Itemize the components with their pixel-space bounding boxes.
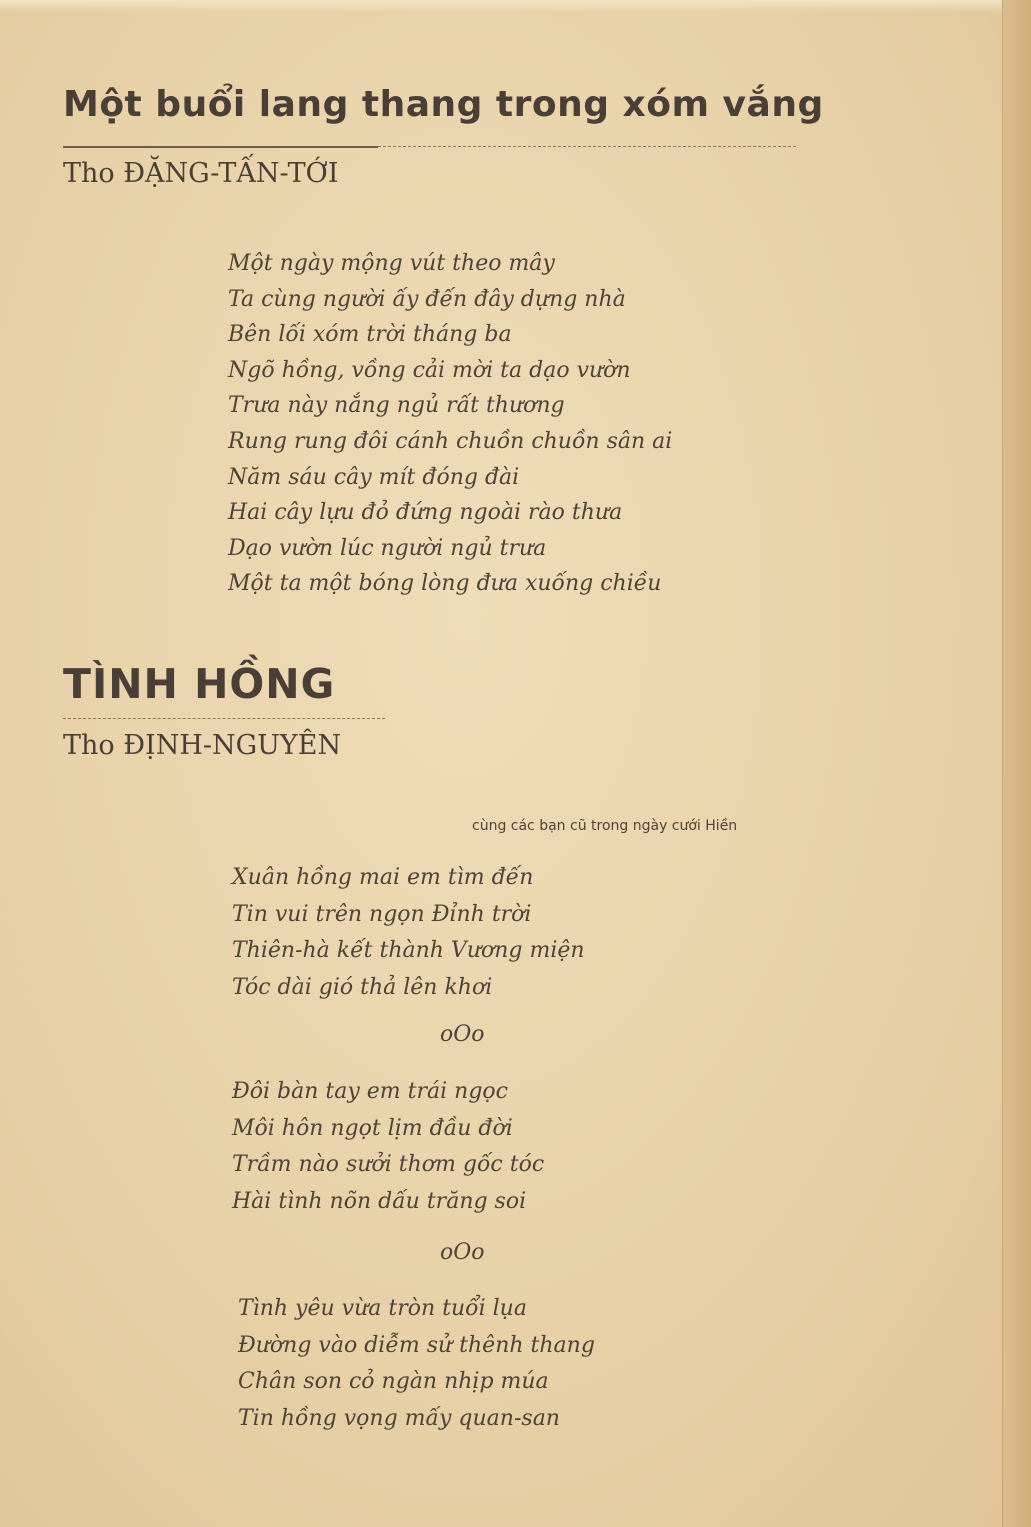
poem1-byline: Tho ĐẶNG-TẤN-TỚI [63,158,339,189]
verse-line: Đường vào diễm sử thênh thang [238,1332,595,1358]
verse-line: Chân son cỏ ngàn nhịp múa [238,1369,549,1395]
verse-line: Hai cây lựu đỏ đứng ngoài rào thưa [228,500,623,526]
poem2-stanza-3 [238,1291,595,1437]
poem2-title: TÌNH HỒNG [63,660,336,708]
verse-line: Tóc dài gió thả lên khơi [232,974,493,1000]
paper-right-edge [1002,0,1031,1527]
verse-line: Môi hôn ngọt lịm đầu đời [232,1115,513,1141]
verse-line: Một ta một bóng lòng đưa xuống chiều [228,571,662,597]
poem1-title-rule-solid [63,146,378,148]
verse-line: Rung rung đôi cánh chuồn chuồn sân ai [228,428,673,454]
verse-line: Đôi bàn tay em trái ngọc [232,1079,508,1104]
poem2-stanza-1 [232,860,585,1006]
poem2-stanza-2 [232,1074,544,1220]
stanza-separator: oOo [440,1240,485,1265]
verse-line: Trưa này nắng ngủ rất thương [228,393,565,419]
paper-top-edge [0,0,1031,12]
verse-line: Năm sáu cây mít đóng đài [228,464,520,490]
poem2-byline: Tho ĐỊNH-NGUYÊN [63,730,342,761]
verse-line: Ngõ hồng, vồng cải mời ta dạo vườn [228,357,631,383]
verse-line: Dạo vườn lúc người ngủ trưa [228,535,547,561]
verse-line: Hài tình nõn dấu trăng soi [232,1188,527,1214]
poem1-verse [228,246,672,602]
verse-line: Tin hồng vọng mấy quan-san [238,1405,560,1431]
verse-line: Tin vui trên ngọn Đỉnh trời [232,901,532,927]
verse-line: Bên lối xóm trời tháng ba [228,322,512,348]
verse-line: Tình yêu vừa tròn tuổi lụa [238,1296,527,1321]
verse-line: Ta cùng người ấy đến đây dựng nhà [228,286,626,312]
verse-line: Xuân hồng mai em tìm đến [232,865,534,890]
stanza-separator: oOo [440,1022,485,1047]
poem2-dedication: cùng các bạn cũ trong ngày cưới Hiền [472,818,738,834]
verse-line: Thiên-hà kết thành Vương miện [232,938,585,964]
poem2-title-rule [63,718,385,719]
poem1-title: Một buổi lang thang trong xóm vắng [63,84,824,125]
verse-line: Một ngày mộng vút theo mây [228,251,555,276]
verse-line: Trầm nào sưởi thơm gốc tóc [232,1152,545,1178]
